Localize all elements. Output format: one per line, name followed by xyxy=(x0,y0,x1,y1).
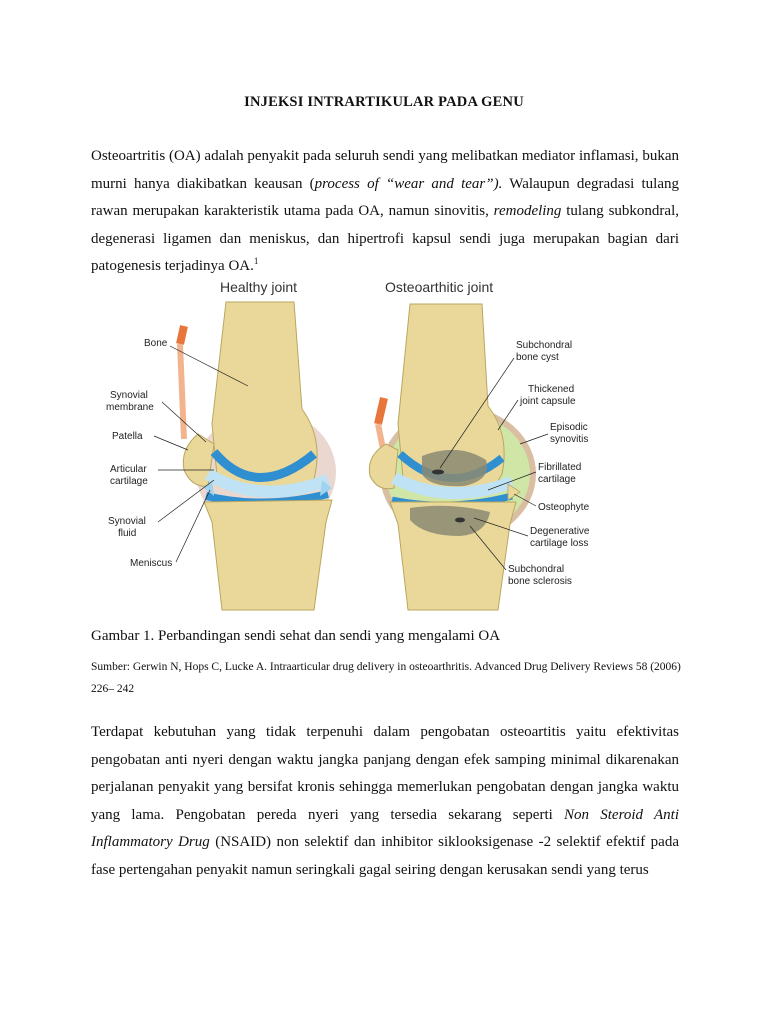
label-articular-cartilage-1: Articular xyxy=(110,464,147,475)
label-synovial-membrane-1: Synovial xyxy=(110,390,148,401)
label-episodic-synovitis-2: synovitis xyxy=(550,434,589,445)
label-subchondral-sclerosis-2: bone sclerosis xyxy=(508,576,572,587)
label-thickened-capsule-1: Thickened xyxy=(528,384,575,395)
label-fibrillated-cartilage-2: cartilage xyxy=(538,474,576,485)
intro-paragraph xyxy=(91,143,679,281)
intro-italic-2: remodeling xyxy=(493,203,562,219)
body-italic: Non Steroid Anti Inflammatory Drug xyxy=(91,806,679,850)
knee-joint-illustration xyxy=(88,274,648,614)
label-synovial-membrane-2: membrane xyxy=(106,402,154,413)
oa-joint-title: Osteoarthitic joint xyxy=(385,279,494,295)
intro-text-3: tulang subkondral, degenerasi ligamen dan meniskus, dan hipertrofi kapsul sendi juga merupakan bagian dari patogenesis terjadinya OA. xyxy=(91,203,679,274)
label-synovial-fluid-1: Synovial xyxy=(108,516,146,527)
healthy-joint-drawing xyxy=(180,302,336,610)
label-episodic-synovitis-1: Episodic xyxy=(550,422,588,433)
body-text-1: Terdapat kebutuhan yang tidak terpenuhi dalam pengobatan osteoartitis yaitu efektivitas pengobatan anti nyeri dengan waktu jangka panjang dengan efek samping minimal dikarenakan perjalanan penyakit yang bersifat kronis sehingga memerlukan pengobatan dengan jangka waktu yang lama. Pengobatan pereda nyeri yang tersedia sekarang seperti xyxy=(91,724,679,823)
label-synovial-fluid-2: fluid xyxy=(118,528,137,539)
figure-caption: Gambar 1. Perbandingan sendi sehat dan sendi yang mengalami OA xyxy=(91,628,501,644)
knee-joint-figure xyxy=(88,274,648,614)
body-text-2: (NSAID) non selektif dan inhibitor siklooksigenase -2 selektif efektif pada fase pertengahan penyakit namun seringkali gagal seiring dengan kerusakan sendi yang terus xyxy=(91,834,679,878)
intro-text-1: Osteoartritis (OA) adalah penyakit pada seluruh sendi yang melibatkan mediator inflamasi, bukan murni hanya diakibatkan keausan ( xyxy=(91,148,679,192)
label-meniscus: Meniscus xyxy=(130,558,173,569)
label-articular-cartilage-2: cartilage xyxy=(110,476,148,487)
intro-italic-1: process of “wear and tear”). xyxy=(314,175,503,192)
label-degenerative-loss-2: cartilage loss xyxy=(530,538,589,549)
label-subchondral-sclerosis-1: Subchondral xyxy=(508,564,565,575)
label-subchondral-cyst-1: Subchondral xyxy=(516,340,573,351)
label-bone: Bone xyxy=(144,338,168,349)
label-fibrillated-cartilage-1: Fibrillated xyxy=(538,462,582,473)
oa-subchondral-cyst-region xyxy=(422,450,487,486)
label-thickened-capsule-2: joint capsule xyxy=(520,396,576,407)
label-degenerative-loss-1: Degenerative xyxy=(530,526,590,537)
healthy-joint-title: Healthy joint xyxy=(220,279,298,295)
label-osteophyte: Osteophyte xyxy=(538,502,590,513)
figure-source: Sumber: Gerwin N, Hops C, Lucke A. Intraarticular drug delivery in osteoarthritis. Advanced Drug Delivery Reviews 58 (2006) 226– 242 xyxy=(91,661,681,695)
document-title: INJEKSI INTRARTIKULAR PADA GENU xyxy=(244,94,524,110)
label-subchondral-cyst-2: bone cyst xyxy=(516,352,559,363)
body-paragraph xyxy=(91,719,679,884)
healthy-tendon xyxy=(180,326,184,344)
healthy-tibia xyxy=(204,500,332,610)
label-patella: Patella xyxy=(112,431,143,442)
intro-text-2: Walaupun degradasi tulang rawan merupakan karakteristik utama pada OA, namun sinovitis, xyxy=(91,175,679,219)
footnote-marker: 1 xyxy=(253,256,259,266)
